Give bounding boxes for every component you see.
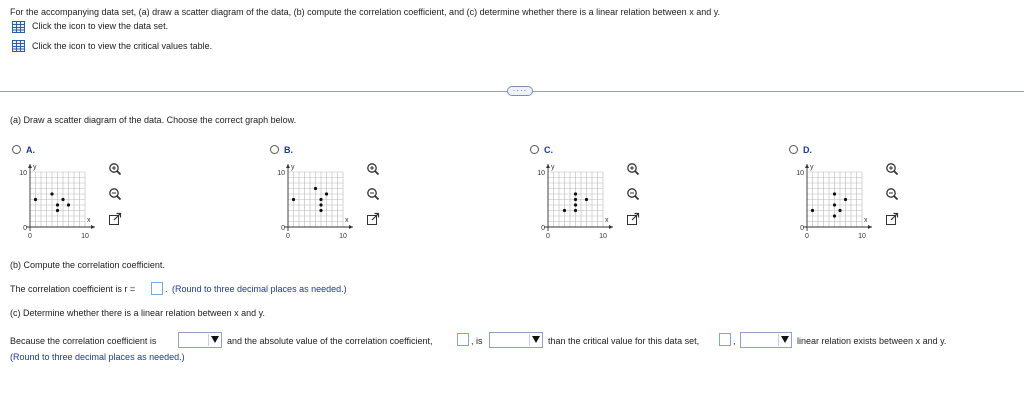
scatter-plot [783,160,883,240]
data-point [833,214,836,217]
x-axis-arrow [91,225,95,229]
y-axis-arrow [805,164,809,168]
part-c-text-5: , [733,336,736,346]
x-tick-zero: 0 [28,233,32,240]
part-b-hint: (Round to three decimal places as needed.) [172,284,347,294]
data-point [574,198,577,201]
option-radio[interactable] [270,145,279,154]
option-label: B. [284,145,293,155]
data-set-link[interactable]: Click the icon to view the data set. [32,21,169,31]
data-point [319,198,322,201]
relation-exists-dropdown[interactable] [740,332,792,348]
y-axis-arrow [546,164,550,168]
correlation-coefficient-input[interactable] [151,282,163,295]
x-axis-arrow [868,225,872,229]
option-radio[interactable] [530,145,539,154]
x-axis-arrow [349,225,353,229]
critical-values-table-icon[interactable] [12,40,25,52]
x-tick-zero: 0 [805,233,809,240]
y-axis-label: y [551,164,555,171]
critical-values-link[interactable]: Click the icon to view the critical values table. [32,41,213,51]
data-point [844,198,847,201]
data-point [811,209,814,212]
part-c-text-3: , is [471,336,483,346]
data-point [319,209,322,212]
open-in-new-window-icon[interactable] [108,212,122,228]
expand-more-button[interactable]: ···· [507,86,533,96]
data-point [50,192,53,195]
data-point [61,198,64,201]
part-c-text-4: than the critical value for this data set, [548,336,700,346]
option-label: A. [26,145,35,155]
y-axis-arrow [286,164,290,168]
y-tick-zero: 0 [281,225,285,232]
x-axis-label: x [605,217,609,224]
critical-value-input[interactable] [719,333,731,346]
part-c-text-1: Because the correlation coefficient is [10,336,157,346]
x-axis-label: x [345,217,349,224]
open-in-new-window-icon[interactable] [366,212,380,228]
data-point [56,209,59,212]
y-tick-zero: 0 [23,225,27,232]
x-tick-right: 10 [339,233,347,240]
absolute-correlation-input[interactable] [457,333,469,346]
part-b-prompt: (b) Compute the correlation coefficient. [10,260,165,270]
data-point [585,198,588,201]
y-tick-top: 10 [796,170,804,177]
x-tick-right: 10 [599,233,607,240]
data-point [56,203,59,206]
zoom-out-icon[interactable] [885,187,899,203]
instructions-text: For the accompanying data set, (a) draw a scatter diagram of the data, (b) compute the correlation coefficient, and (c) determine whether there is a linear relation between x and y. [10,7,721,17]
data-point [563,209,566,212]
open-in-new-window-icon[interactable] [885,212,899,228]
y-axis-arrow [28,164,32,168]
scatter-plot [264,160,364,240]
x-tick-right: 10 [81,233,89,240]
y-tick-top: 10 [19,170,27,177]
zoom-in-icon[interactable] [108,162,122,178]
data-point [838,209,841,212]
correlation-answer-prefix: The correlation coefficient is r = [10,284,136,294]
data-point [67,203,70,206]
y-tick-zero: 0 [800,225,804,232]
part-c-hint: (Round to three decimal places as needed.) [10,352,185,362]
y-axis-label: y [810,164,814,171]
zoom-in-icon[interactable] [366,162,380,178]
part-c-prompt: (c) Determine whether there is a linear relation between x and y. [10,308,265,318]
data-point [34,198,37,201]
x-axis-arrow [609,225,613,229]
y-axis-label: y [291,164,295,171]
x-tick-zero: 0 [546,233,550,240]
option-label: C. [544,145,553,155]
data-point [574,209,577,212]
x-axis-label: x [87,217,91,224]
x-tick-right: 10 [858,233,866,240]
option-radio[interactable] [789,145,798,154]
zoom-in-icon[interactable] [885,162,899,178]
part-c-text-2: and the absolute value of the correlation coefficient, [227,336,433,346]
data-point [325,192,328,195]
x-axis-label: x [864,217,868,224]
y-tick-top: 10 [537,170,545,177]
data-point [833,192,836,195]
y-tick-top: 10 [277,170,285,177]
part-c-text-6: linear relation exists between x and y. [797,336,947,346]
part-a-prompt: (a) Draw a scatter diagram of the data. Choose the correct graph below. [10,115,297,125]
zoom-out-icon[interactable] [108,187,122,203]
zoom-out-icon[interactable] [366,187,380,203]
data-point [319,203,322,206]
x-tick-zero: 0 [286,233,290,240]
correlation-sign-dropdown[interactable] [178,332,222,348]
y-tick-zero: 0 [541,225,545,232]
option-label: D. [803,145,812,155]
zoom-in-icon[interactable] [626,162,640,178]
data-point [314,187,317,190]
data-point [833,203,836,206]
scatter-plot [524,160,624,240]
data-point [292,198,295,201]
scatter-plot [6,160,106,240]
zoom-out-icon[interactable] [626,187,640,203]
y-axis-label: y [33,164,37,171]
data-point [574,192,577,195]
data-point [574,203,577,206]
option-radio[interactable] [12,145,21,154]
comparison-dropdown[interactable] [489,332,543,348]
data-table-icon[interactable] [12,21,25,33]
open-in-new-window-icon[interactable] [626,212,640,228]
